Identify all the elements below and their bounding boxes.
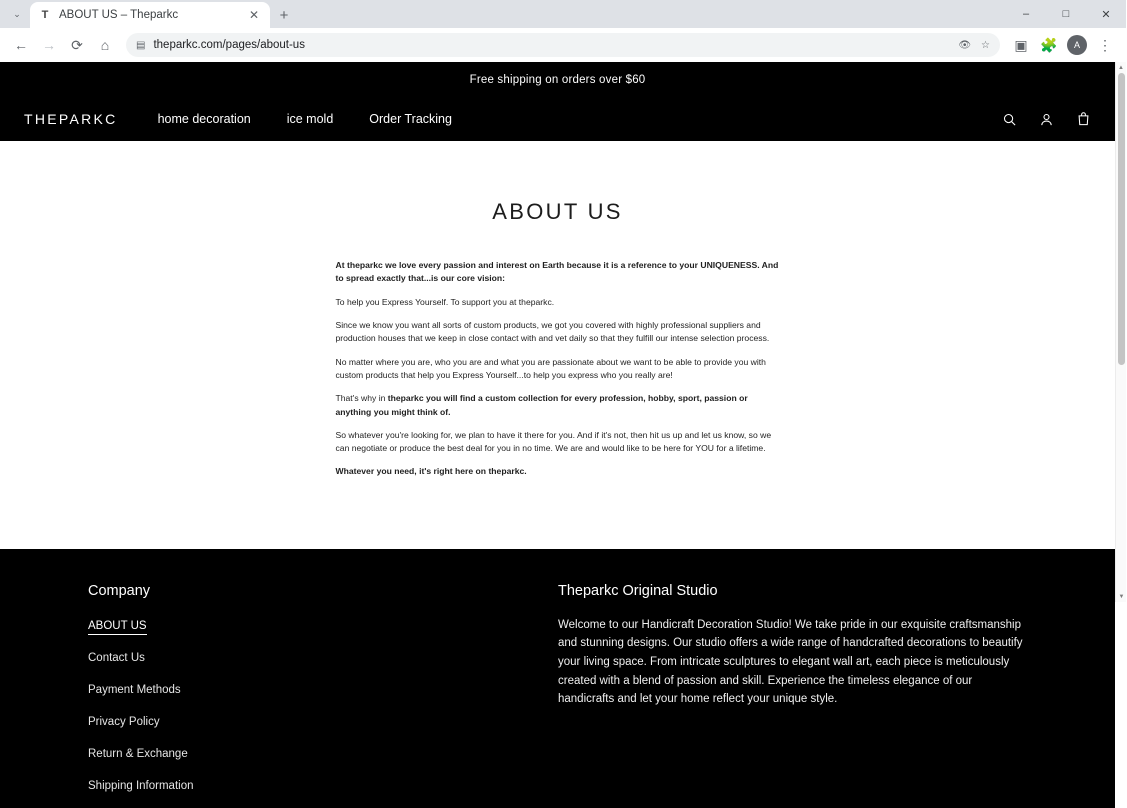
minimize-button[interactable]: – <box>1022 8 1030 20</box>
new-tab-button[interactable]: + <box>279 6 289 24</box>
page-scrollbar[interactable] <box>1115 62 1126 602</box>
footer-company-heading: Company <box>88 582 151 599</box>
address-bar-url: theparkc.com/pages/about-us <box>153 39 305 51</box>
address-bar[interactable] <box>126 33 1000 57</box>
list-item[interactable] <box>88 712 558 730</box>
search-icon[interactable] <box>1002 112 1017 127</box>
window-controls <box>1006 0 1126 28</box>
site-logo[interactable]: THEPARKC <box>24 111 118 127</box>
nav-link-order-tracking[interactable]: Order Tracking <box>369 112 452 126</box>
about-article <box>336 259 780 479</box>
paragraph: No matter where you are, who you are and what you are passionate about we want to be able to provide you with custom products that help you Express Yourself...to help you express who you really are! <box>335 356 766 380</box>
forward-arrow-icon[interactable]: → <box>42 37 56 53</box>
footer-link-privacy-policy[interactable]: Privacy Policy <box>88 715 160 728</box>
footer-link-return-exchange[interactable]: Return & Exchange <box>88 747 188 760</box>
site-header <box>0 97 1115 141</box>
paragraph: So whatever you're looking for, we plan to have it there for you. And if it's not, then hit us up and let us know, so we can negotiate or produce the best deal for you in no time. We are and would like to be here for YOU for a lifetime. <box>335 429 772 454</box>
extensions-icon[interactable]: 🧩 <box>1040 36 1058 53</box>
list-item[interactable] <box>88 616 558 634</box>
footer-link-contact-us[interactable]: Contact Us <box>88 651 145 664</box>
list-item[interactable] <box>88 648 558 666</box>
header-actions <box>1002 111 1091 127</box>
avatar: A <box>1067 35 1087 55</box>
nav-link-ice-mold[interactable]: ice mold <box>286 112 334 126</box>
paragraph: To help you Express Yourself. To support you at theparkc. <box>335 296 555 307</box>
announcement-bar: Free shipping on orders over $60 <box>0 62 1115 97</box>
browser-toolbar <box>0 28 1126 62</box>
window-menu-icon[interactable]: ⌄ <box>13 8 21 19</box>
paragraph: Whatever you need, it's right here on theparkc. <box>335 466 527 477</box>
tab-strip <box>0 0 1126 28</box>
scroll-up-arrow[interactable]: ▲ <box>1118 64 1124 71</box>
list-item[interactable] <box>88 776 558 794</box>
cart-icon[interactable] <box>1076 111 1091 127</box>
site-settings-icon[interactable]: ▤ <box>136 39 146 51</box>
profile-avatar[interactable] <box>1064 32 1090 58</box>
paragraph: Since we know you want all sorts of custom products, we got you covered with highly professional suppliers and production houses that we keep in close contact with and vet daily so that they fulfill our intense selection process. <box>335 319 770 344</box>
main-navigation <box>158 112 452 126</box>
browser-tab[interactable] <box>30 2 270 28</box>
scrollbar-thumb[interactable] <box>1118 73 1125 365</box>
scroll-down-arrow[interactable]: ▼ <box>1118 593 1125 600</box>
maximize-button[interactable]: □ <box>1062 8 1070 20</box>
account-icon[interactable] <box>1039 112 1054 127</box>
footer-studio-heading: Theparkc Original Studio <box>558 582 718 599</box>
page-title: ABOUT US <box>492 199 623 224</box>
star-icon[interactable]: ☆ <box>981 39 990 51</box>
web-page <box>0 62 1115 808</box>
toolbar-actions <box>1008 32 1118 58</box>
footer-studio-text: Welcome to our Handicraft Decoration Studio! We take pride in our exquisite craftsmanship and stunning designs. Our studio offers a wide range of handcrafted decorations to beautify your living space. From intricate sculptures to elegant wall art, each piece is meticulously created with a blend of passion and skill. Experience the timeless elegance of our handicrafts and let your home reflect your unique style. <box>558 618 1023 706</box>
paragraph-mixed <box>336 392 780 419</box>
list-item[interactable] <box>88 744 558 762</box>
footer-link-payment-methods[interactable]: Payment Methods <box>88 683 181 696</box>
close-icon[interactable]: ✕ <box>248 8 260 22</box>
list-item[interactable] <box>88 680 558 698</box>
side-panel-icon[interactable]: ▣ <box>1014 36 1028 53</box>
nav-link-home-decoration[interactable]: home decoration <box>157 112 251 126</box>
footer-studio-column <box>558 583 1027 808</box>
footer-link-shipping-information[interactable]: Shipping Information <box>88 779 194 792</box>
footer-company-links <box>88 616 558 794</box>
back-arrow-icon[interactable]: ← <box>14 37 28 53</box>
main-content <box>0 141 1115 549</box>
footer-company-column <box>88 583 558 808</box>
browser-chrome <box>0 0 1126 62</box>
page-viewport <box>0 62 1126 792</box>
home-icon[interactable]: ⌂ <box>100 37 110 53</box>
close-window-button[interactable]: ✕ <box>1101 8 1111 21</box>
tab-title: ABOUT US – Theparkc <box>59 9 179 21</box>
reload-icon[interactable]: ⟳ <box>71 36 83 53</box>
paragraph-strong: theparkc you will find a custom collection for every profession, hobby, sport, passion or anything you might think of. <box>335 393 748 417</box>
footer-link-about-us[interactable]: ABOUT US <box>88 620 147 635</box>
paragraph: At theparkc we love every passion and interest on Earth because it is a reference to your UNIQUENESS. And to spread exactly that...is our core vision: <box>335 260 779 284</box>
three-dot-menu-icon[interactable]: ⋮ <box>1098 36 1112 53</box>
cookie-blocked-icon[interactable]: 👁 <box>958 39 972 51</box>
favicon-icon: T <box>41 9 49 21</box>
paragraph-lead: That's why in <box>335 393 388 404</box>
site-footer <box>0 549 1115 808</box>
